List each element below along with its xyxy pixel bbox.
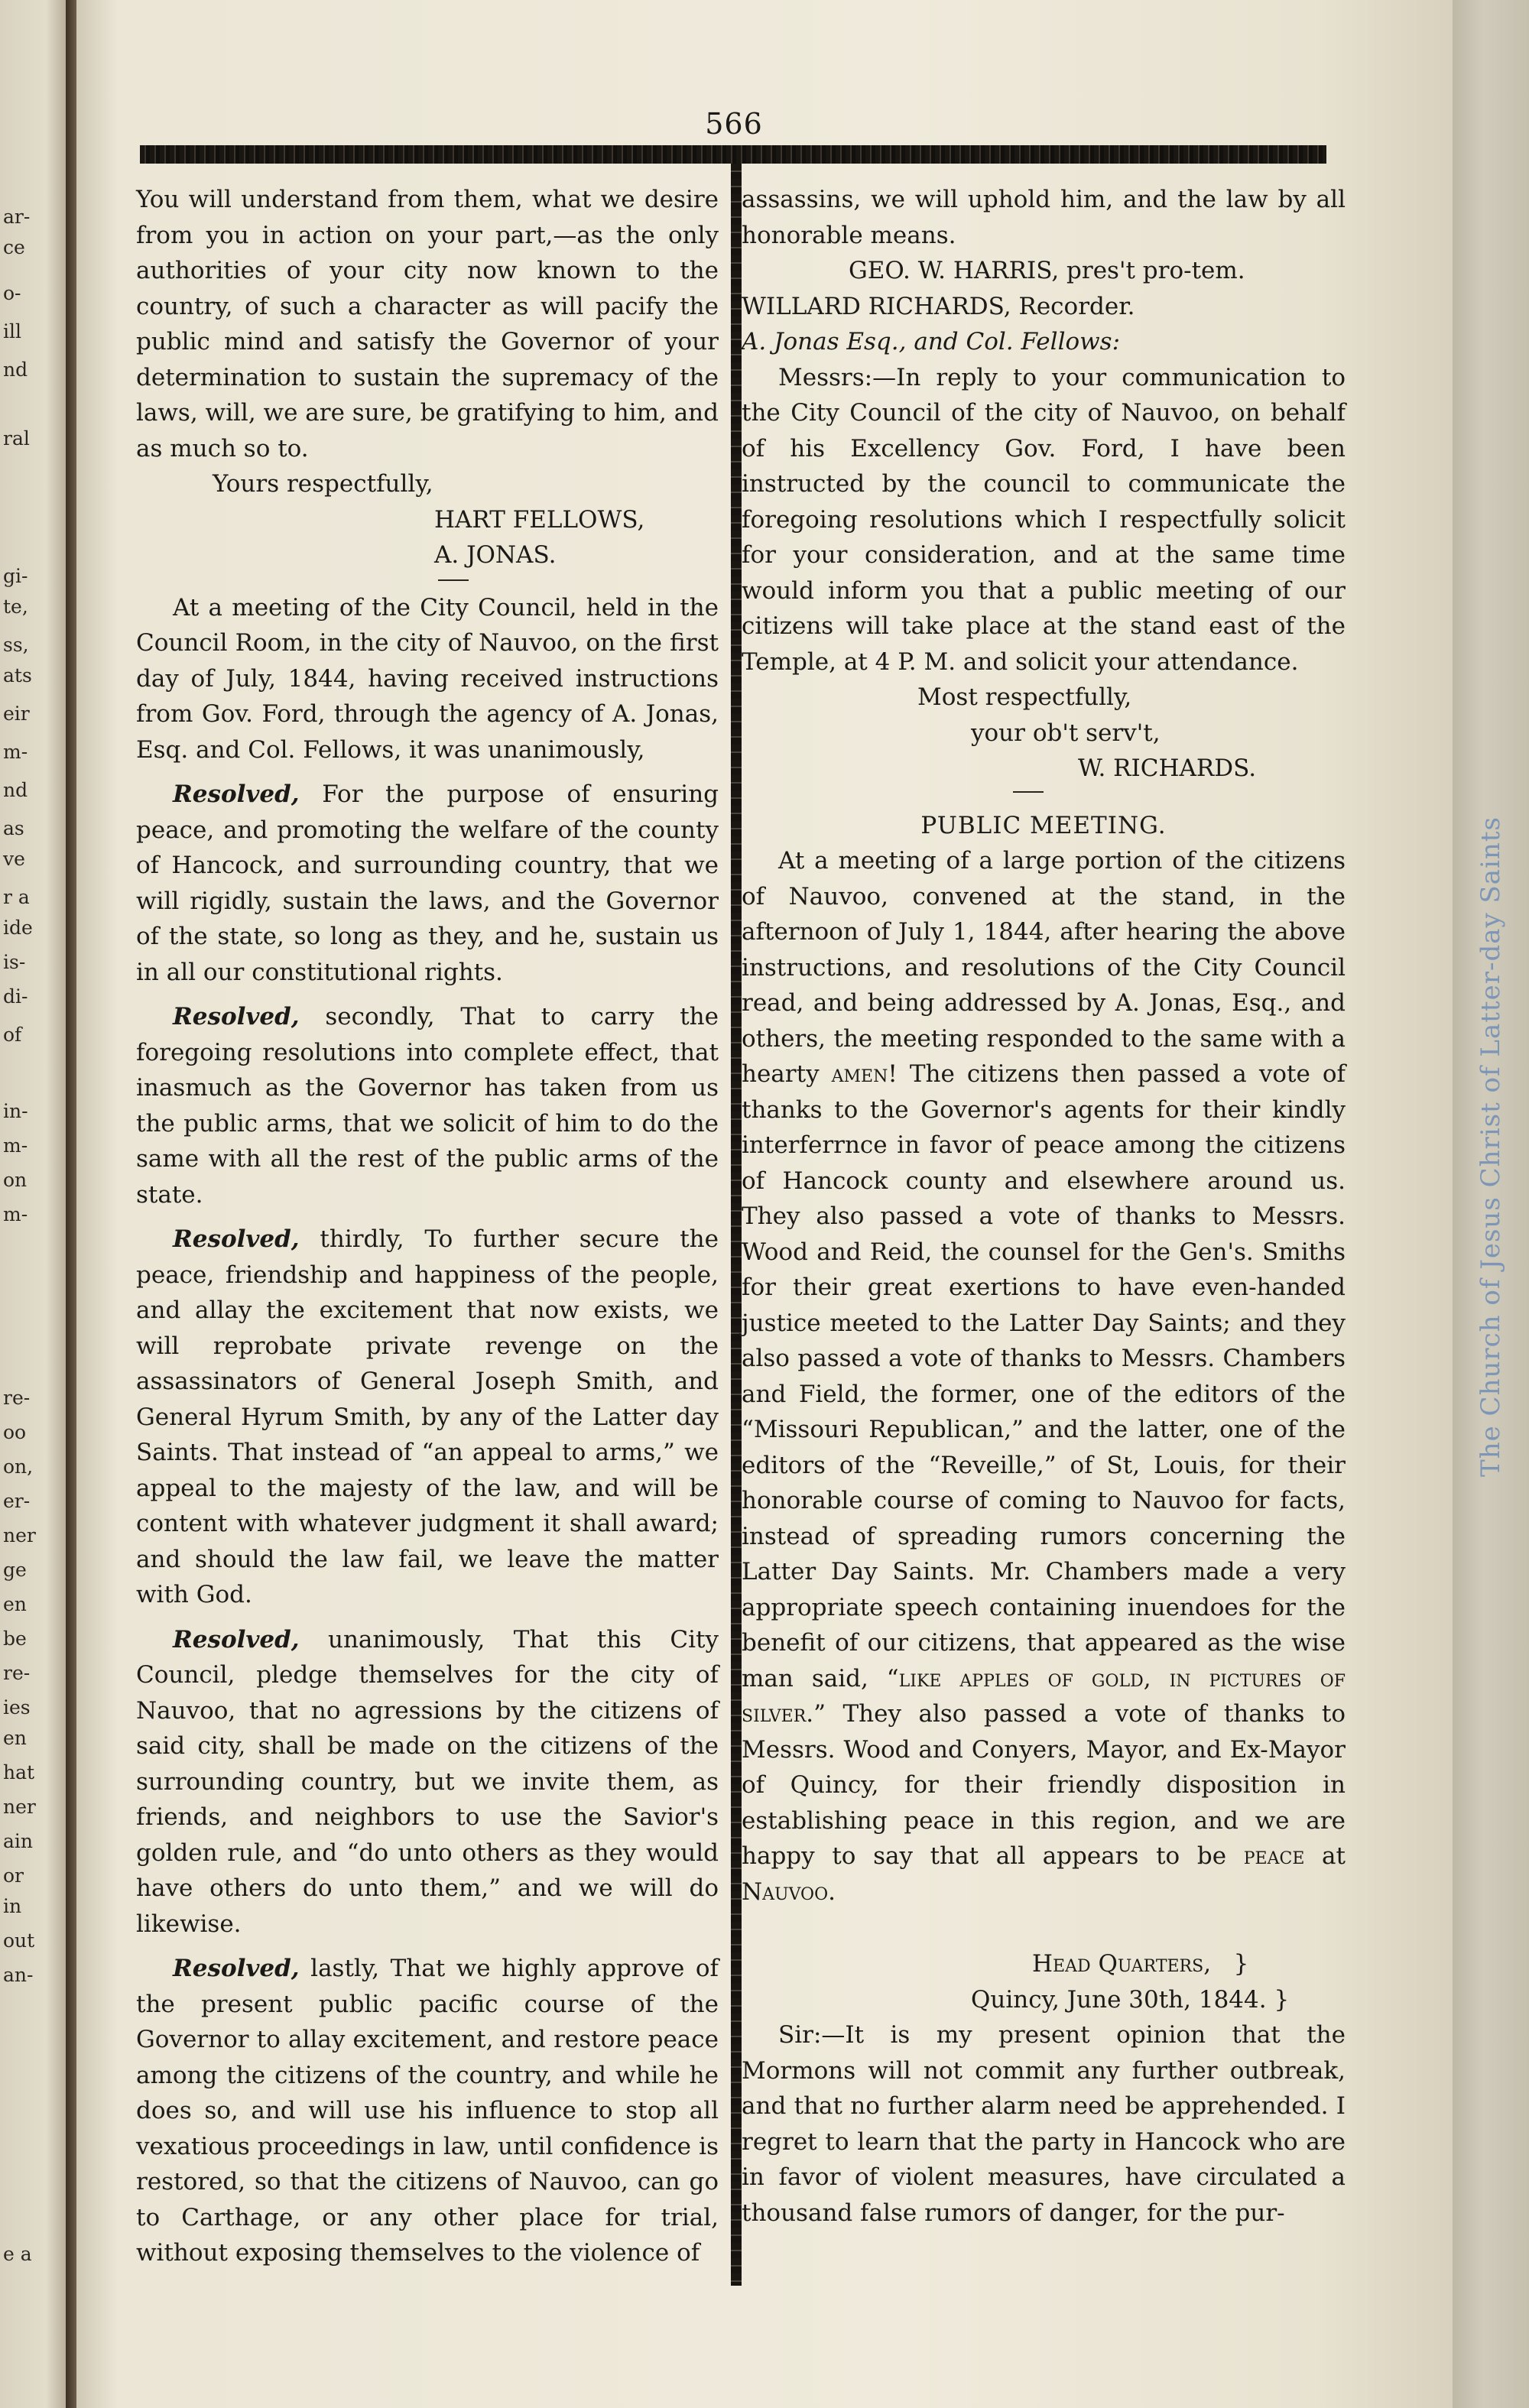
resolution-label: Resolved,	[173, 1225, 300, 1253]
margin-fragment: o-	[3, 282, 21, 304]
margin-fragment: on	[3, 1169, 28, 1191]
margin-fragment: gi-	[3, 565, 28, 587]
column-divider	[731, 164, 742, 2286]
margin-fragment: m-	[3, 741, 28, 763]
section-heading: PUBLIC MEETING.	[920, 811, 1167, 839]
margin-fragment: re-	[3, 1387, 31, 1409]
margin-fragment: re-	[3, 1662, 31, 1684]
margin-fragment: ral	[3, 427, 30, 449]
margin-fragment: out	[3, 1929, 35, 1952]
paragraph-text: amen!	[831, 1060, 898, 1088]
margin-fragment: te,	[3, 596, 28, 618]
paragraph-text: Nauvoo	[742, 1877, 829, 1906]
margin-fragment: on,	[3, 1456, 34, 1478]
brace-mark: }	[1233, 1950, 1249, 1978]
margin-fragment: ats	[3, 664, 32, 686]
signature-name: HART FELLOWS,	[434, 505, 645, 534]
margin-fragment: en	[3, 1593, 27, 1615]
dateline	[742, 1982, 1346, 2018]
section-separator	[438, 579, 469, 581]
signature-greeting: Yours respectfully,	[213, 470, 433, 498]
left-column	[136, 182, 719, 2271]
page-number: 566	[705, 107, 763, 141]
margin-fragment: m-	[3, 1134, 28, 1157]
margin-fragment: ill	[3, 320, 21, 342]
margin-fragment: eir	[3, 703, 30, 725]
margin-fragment: oo	[3, 1421, 27, 1443]
margin-fragment: ner	[3, 1796, 36, 1818]
margin-fragment: as	[3, 817, 24, 839]
letter-closing-paragraph: You will understand from them, what we desire from you in action on your part,—as the only authorities of your city now known to the country, of such a character as will pacify the public mind and satisfy the Governor of your determination to sustain the supremacy of the laws, will, we are sure, be gratifying to him, and as much so to.	[136, 186, 719, 462]
brace-mark: }	[1274, 1985, 1290, 2014]
margin-fragment: is-	[3, 951, 26, 973]
resolution-label: Resolved,	[173, 1625, 300, 1653]
letter-address: A. Jonas Esq., and Col. Fellows:	[742, 328, 1121, 355]
continued-paragraph: assassins, we will uphold him, and the law by all honorable means.	[742, 186, 1346, 249]
margin-fragment: ain	[3, 1830, 34, 1852]
margin-fragment: in	[3, 1895, 22, 1917]
letter-closing: your ob't serv't,	[971, 719, 1161, 747]
resolution-5	[136, 1951, 719, 2271]
margin-fragment: di-	[3, 985, 28, 1008]
reply-letter-paragraph: Messrs:—In reply to your communication to the City Council of the city of Nauvoo, on behalf of his Excellency Gov. Ford, I have been instructed by the council to communicate the foregoing resolutions which I respectfully solicit for your consideration, and at the same time would inform you that a public meeting of our citizens will take place at the stand east of the Temple, at 4 P. M. and solicit your attendance.	[742, 363, 1346, 676]
margin-fragment: ies	[3, 1696, 31, 1718]
council-meeting-paragraph: At a meeting of the City Council, held in the Council Room, in the city of Nauvoo, on the first day of July, 1844, having received instructions from Gov. Ford, through the agency of A. Jonas, Esq. and Col. Fellows, it was unanimously,	[136, 593, 719, 764]
resolution-text: For the purpose of ensuring peace, and promoting the welfare of the county of Hancock, and surrounding country, that we will rigidly, sustain the laws, and the Governor of the state, so long as they, and he, sustain us in all our constitutional rights.	[136, 780, 719, 986]
margin-fragment: ide	[3, 917, 33, 939]
public-meeting-paragraph	[742, 843, 1346, 1910]
resolution-label: Resolved,	[173, 780, 300, 808]
section-separator	[1013, 791, 1044, 793]
paragraph-text: The citizens then passed a vote of thanks to the Governor's agents for their kindly interferrnce in favor of peace among the citizens of Hancock county and elsewhere around us. They also passed a vote of thanks to Messrs. Wood and Reid, the counsel for the Gen's. Smiths for their great exertions to have even-handed justice meeted to the Latter Day Saints; and they also passed a vote of thanks to Messrs. Chambers and Field, the former, one of the editors of the “Missouri Republican,” and the latter, one of the editors of the “Reveille,” of St, Louis, for their honorable course of coming to Nauvoo for facts, instead of spreading rumors concerning the Latter Day Saints. Mr. Chambers made a very appropriate speech containing inuendoes for the benefit of our citizens, that appeared as the wise man said,	[742, 1060, 1346, 1692]
margin-fragment: er-	[3, 1490, 31, 1512]
margin-fragment: ner	[3, 1524, 36, 1546]
margin-fragment: be	[3, 1628, 27, 1650]
margin-fragment: of	[3, 1024, 22, 1046]
paragraph-text: They also passed a vote of thanks to Messrs. Wood and Conyers, Mayor, and Ex-Mayor of Quincy, for their friendly disposition in establishing peace in this region, and we are happy to say that all appears to be	[742, 1700, 1346, 1870]
margin-fragment: m-	[3, 1203, 28, 1225]
margin-fragment: an-	[3, 1964, 34, 1986]
resolution-label: Resolved,	[173, 1955, 300, 1982]
resolution-text: lastly, That we highly approve of the present public pacific course of the Governor to allay excitement, and restore peace among the citizens of the country, and while he does so, and will use his influence to stop all vexatious proceedings in law, until confidence is restored, so that the citizens of Nauvoo, can go to Carthage, or any other place for trial, without exposing themselves to the violence of	[136, 1955, 719, 2267]
signature-line: WILLARD RICHARDS, Recorder.	[742, 292, 1135, 320]
margin-fragment: nd	[3, 779, 28, 801]
right-column	[742, 182, 1346, 2231]
margin-fragment: or	[3, 1864, 24, 1887]
margin-fragment: in-	[3, 1100, 28, 1122]
dateline	[742, 1946, 1346, 1982]
margin-fragment: e a	[3, 2243, 32, 2265]
paragraph-text: At a meeting of a large portion of the citizens of Nauvoo, convened at the stand, in the afternoon of July 1, 1844, after hearing the above instructions, and resolutions of the City Council read, and being addressed by A. Jonas, Esq., and others, the meeting responded to the same with a hearty	[742, 847, 1346, 1088]
letter-signature: W. RICHARDS.	[1078, 755, 1257, 782]
margin-fragment: ss,	[3, 634, 29, 656]
library-stamp: The Church of Jesus Christ of Latter-day Saints	[1475, 816, 1507, 1477]
letter-closing: Most respectfully,	[917, 683, 1132, 711]
resolution-3	[136, 1222, 719, 1613]
resolution-label: Resolved,	[173, 1003, 300, 1030]
signature-line: GEO. W. HARRIS, pres't pro-tem.	[849, 257, 1245, 284]
margin-fragment: ce	[3, 236, 25, 258]
margin-fragment: hat	[3, 1761, 35, 1783]
margin-fragment: ge	[3, 1559, 27, 1581]
dateline-text: Quincy, June 30th, 1844.	[971, 1985, 1267, 2014]
margin-fragment: ar-	[3, 206, 31, 228]
resolution-2	[136, 999, 719, 1212]
resolution-1	[136, 777, 719, 990]
previous-page-edge	[0, 0, 66, 2408]
resolution-text: unanimously, That this City Council, pledge themselves for the city of Nauvoo, that no agressions by the citizens of said city, shall be made on the citizens of the surrounding country, but we invite them, as friends, and neighbors to use the Savior's golden rule, and “do unto others as they would have others do unto them,” and we will do likewise.	[136, 1625, 719, 1938]
paragraph-text: at	[1304, 1842, 1346, 1870]
signature-name: A. JONAS.	[434, 541, 557, 569]
paragraph-text: “like apples of gold, in pictures of silver.”	[742, 1664, 1346, 1728]
margin-fragment: ve	[3, 848, 25, 870]
dateline-text: Head Quarters,	[1032, 1950, 1212, 1978]
resolution-text: thirdly, To further secure the peace, friendship and happiness of the people, and allay the excitement that now exists, we will reprobate private revenge on the assassinators of General Joseph Smith, and General Hyrum Smith, by any of the Latter day Saints. That instead of “an appeal to arms,” we appeal to the majesty of the law, and will be content with whatever judgment it shall award; and should the law fail, we leave the matter with God.	[136, 1225, 719, 1608]
paragraph-text: peace	[1243, 1842, 1305, 1870]
margin-fragment: r a	[3, 886, 30, 908]
resolution-4	[136, 1622, 719, 1942]
header-rule	[140, 145, 1326, 164]
margin-fragment: nd	[3, 359, 28, 381]
governor-letter-paragraph: Sir:—It is my present opinion that the Mormons will not commit any further outbreak, and that no further alarm need be apprehended. I regret to learn that the party in Hancock who are in favor of violent measures, have circulated a thousand false rumors of danger, for the pur-	[742, 2021, 1346, 2227]
paragraph-text: .	[828, 1877, 836, 1906]
resolution-text: secondly, That to carry the foregoing resolutions into complete effect, that inasmuch as the Governor has taken from us the public arms, that we solicit of him to do the same with all the rest of the public arms of the state.	[136, 1003, 719, 1209]
margin-fragment: en	[3, 1727, 27, 1749]
